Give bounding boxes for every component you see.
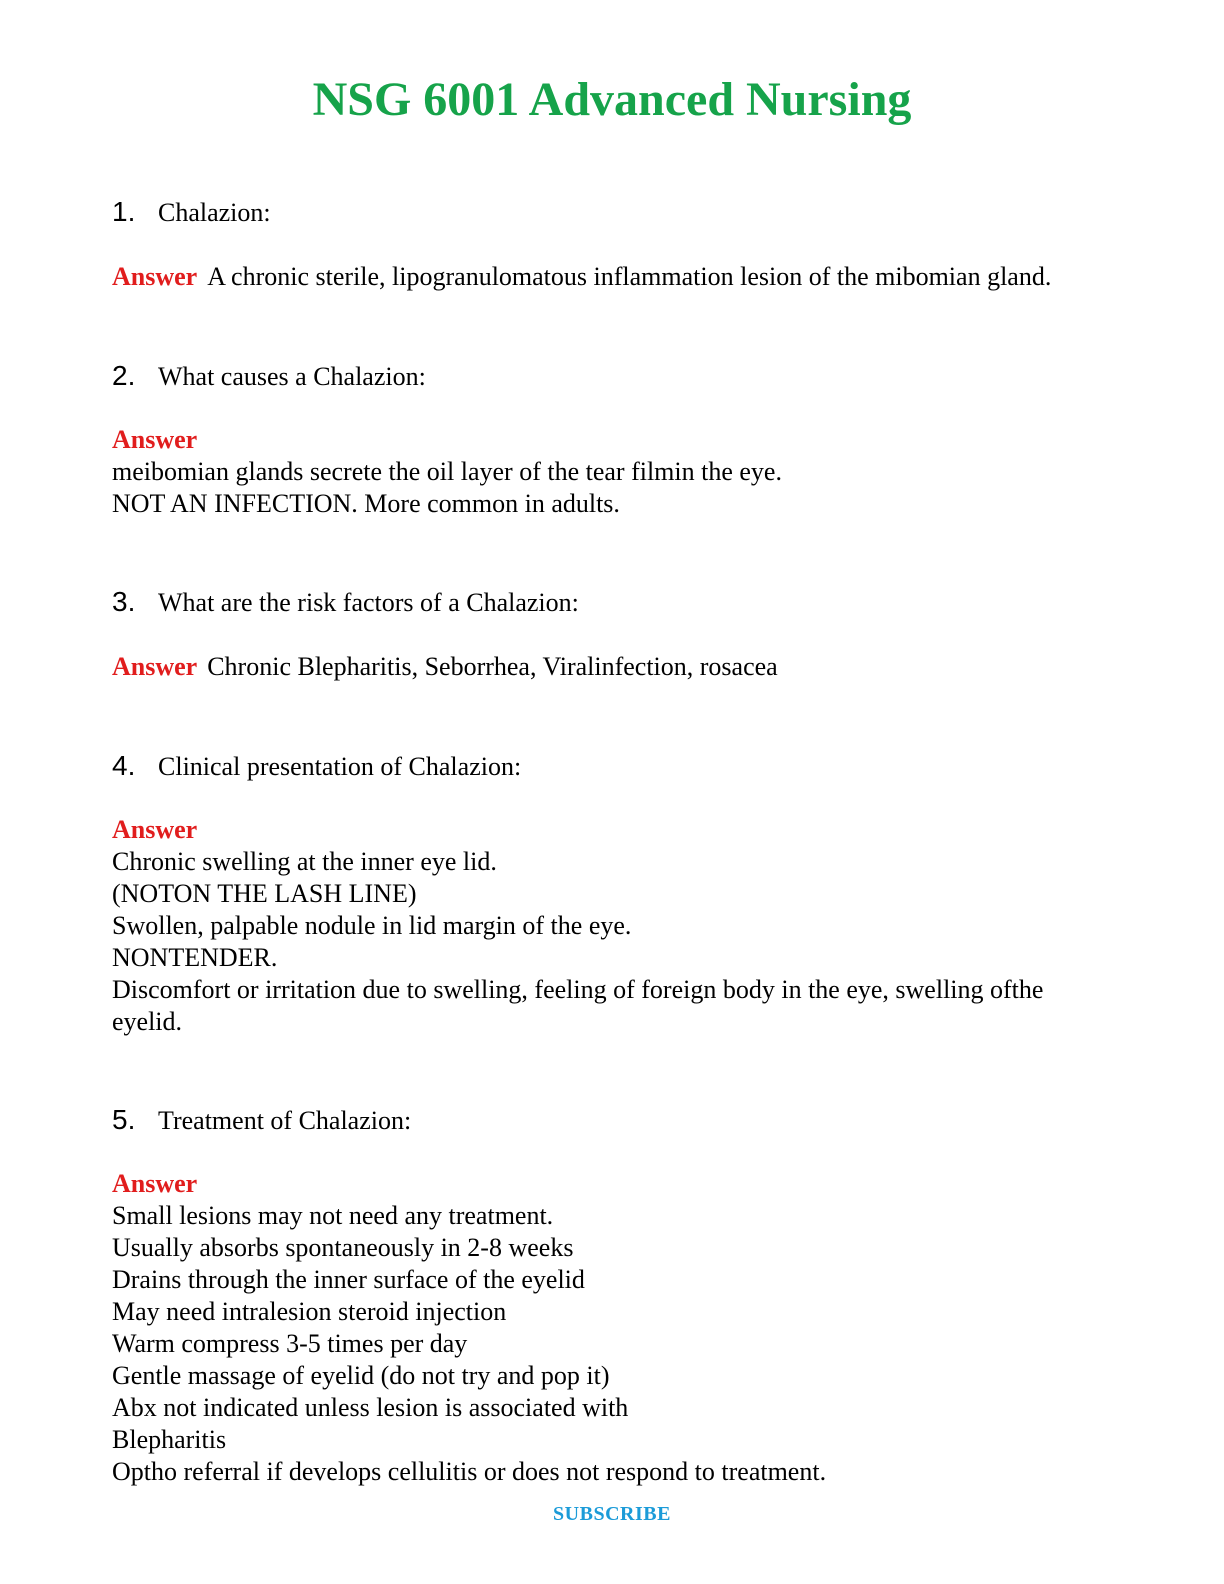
answer-line: eyelid. bbox=[112, 1007, 183, 1036]
answer-line: Gentle massage of eyelid (do not try and pop it) bbox=[112, 1361, 610, 1390]
answer-line: May need intralesion steroid injection bbox=[112, 1297, 507, 1326]
answer-text: A chronic sterile, lipogranulomatous inflammation lesion of the mibomian gland. bbox=[207, 262, 1052, 291]
question-text: Treatment of Chalazion: bbox=[158, 1106, 412, 1135]
question-text: Chalazion: bbox=[158, 198, 271, 227]
answer-label: Answer bbox=[112, 1169, 198, 1198]
answer-line: Usually absorbs spontaneously in 2-8 weeks bbox=[112, 1233, 574, 1262]
question-number: 5. bbox=[112, 1104, 136, 1135]
question-2 bbox=[112, 360, 426, 393]
subscribe-link[interactable]: SUBSCRIBE bbox=[553, 1503, 671, 1525]
answer-label: Answer bbox=[112, 262, 198, 291]
page-title: NSG 6001 Advanced Nursing bbox=[312, 73, 912, 126]
answer-1 bbox=[112, 261, 1122, 293]
answer-line: Abx not indicated unless lesion is associated with bbox=[112, 1393, 629, 1422]
answer-line: Blepharitis bbox=[112, 1425, 227, 1454]
question-number: 3. bbox=[112, 586, 136, 617]
answer-line: NOT AN INFECTION. More common in adults. bbox=[112, 489, 620, 518]
question-number: 2. bbox=[112, 360, 136, 391]
question-5 bbox=[112, 1104, 411, 1137]
answer-label: Answer bbox=[112, 815, 198, 844]
answer-3 bbox=[112, 651, 1122, 683]
answer-line: Drains through the inner surface of the eyelid bbox=[112, 1265, 585, 1294]
answer-line: Warm compress 3-5 times per day bbox=[112, 1329, 468, 1358]
question-4 bbox=[112, 750, 521, 783]
question-text: What causes a Chalazion: bbox=[158, 362, 426, 391]
answer-line: Small lesions may not need any treatment. bbox=[112, 1201, 554, 1230]
answer-4 bbox=[112, 814, 1122, 1038]
question-number: 1. bbox=[112, 196, 136, 227]
answer-5 bbox=[112, 1168, 1122, 1488]
question-1 bbox=[112, 196, 271, 229]
answer-label: Answer bbox=[112, 652, 198, 681]
answer-line: Chronic swelling at the inner eye lid. bbox=[112, 847, 497, 876]
question-text: What are the risk factors of a Chalazion: bbox=[158, 588, 579, 617]
answer-line: NONTENDER. bbox=[112, 943, 278, 972]
answer-2 bbox=[112, 424, 1122, 520]
answer-line: Optho referral if develops cellulitis or does not respond to treatment. bbox=[112, 1457, 827, 1486]
question-text: Clinical presentation of Chalazion: bbox=[158, 752, 522, 781]
answer-label: Answer bbox=[112, 425, 198, 454]
answer-line: Discomfort or irritation due to swelling, feeling of foreign body in the eye, swelling ofthe bbox=[112, 975, 1044, 1004]
answer-line: (NOTON THE LASH LINE) bbox=[112, 879, 417, 908]
answer-text: Chronic Blepharitis, Seborrhea, Viralinfection, rosacea bbox=[207, 652, 778, 681]
answer-line: meibomian glands secrete the oil layer of the tear filmin the eye. bbox=[112, 457, 782, 486]
answer-line: Swollen, palpable nodule in lid margin of the eye. bbox=[112, 911, 632, 940]
question-number: 4. bbox=[112, 750, 136, 781]
question-3 bbox=[112, 586, 579, 619]
